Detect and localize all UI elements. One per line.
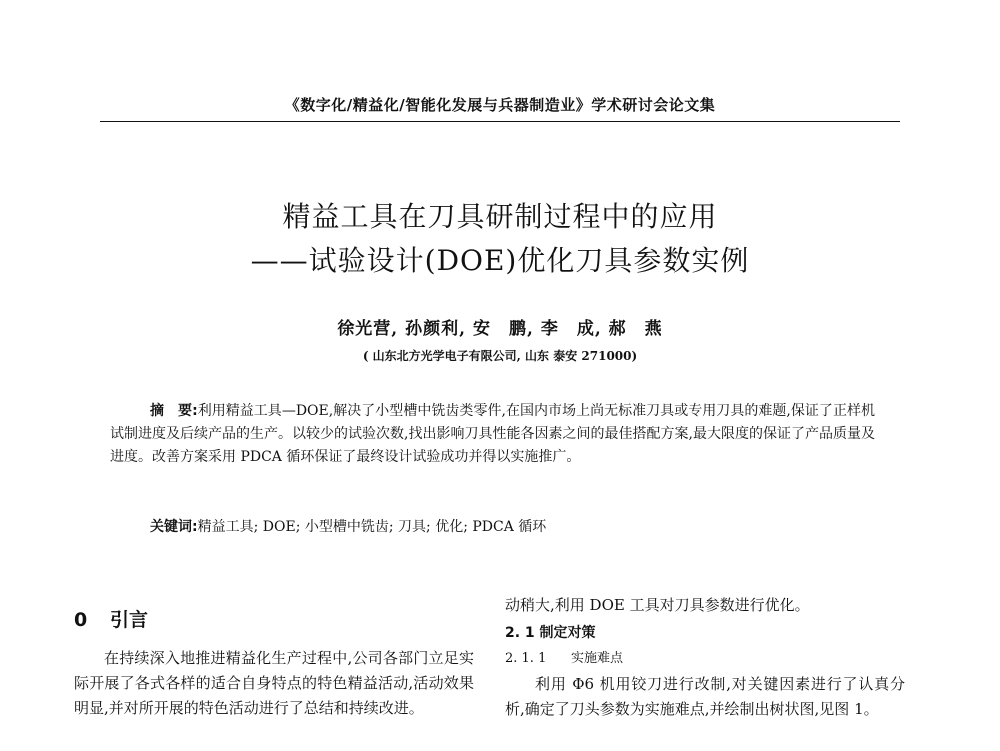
- title-line-1: 精益工具在刀具研制过程中的应用: [282, 200, 718, 233]
- keywords: [150, 516, 880, 536]
- section-number: 0: [74, 609, 88, 631]
- continued-text-line: 动稍大,利用 DOE 工具对刀具参数进行优化。: [505, 596, 810, 614]
- right-column-paragraph: 利用 Φ6 机用铰刀进行改制,对关键因素进行了认真分析,确定了刀头参数为实施难点,并绘制出树状图,见图 1。: [505, 675, 905, 718]
- section-heading-introduction: [74, 605, 474, 632]
- subsubsection-number: 2. 1. 1: [505, 651, 547, 666]
- abstract-text: 利用精益工具—DOE,解决了小型槽中铣齿类零件,在国内市场上尚无标准刀具或专用刀具的难题,保证了正样机试制进度及后续产品的生产。以较少的试验次数,找出影响刀具性能各因素之间的最佳搭配方案,最大限度的保证了产品质量及进度。改善方案采用 PDCA 循环保证了最终设计试验成功并得以实施推广。: [110, 403, 875, 465]
- introduction-paragraph: 在持续深入地推进精益化生产过程中,公司各部门立足实际开展了各式各样的适合自身特点的特色精益活动,活动效果明显,并对所开展的特色活动进行了总结和持续改进。: [74, 649, 474, 717]
- paper-title: [0, 195, 1000, 283]
- right-column: [505, 593, 905, 722]
- section-title: 引言: [110, 609, 149, 631]
- title-line-2: ——试验设计(DOE)优化刀具参数实例: [250, 244, 750, 277]
- proceedings-header: 《数字化/精益化/智能化发展与兵器制造业》学术研讨会论文集: [284, 96, 716, 114]
- abstract-label: 摘 要:: [150, 403, 198, 419]
- keywords-label: 关键词:: [150, 519, 198, 535]
- abstract: [110, 400, 875, 469]
- authors: 徐光营, 孙颜利, 安 鹏, 李 成, 郝 燕: [337, 319, 663, 339]
- subsubsection-heading: [505, 646, 905, 672]
- left-column: [74, 605, 474, 721]
- header-rule: [100, 121, 900, 122]
- keywords-text: 精益工具; DOE; 小型槽中铣齿; 刀具; 优化; PDCA 循环: [197, 519, 547, 535]
- subsubsection-title: 实施难点: [571, 651, 624, 666]
- affiliation: ( 山东北方光学电子有限公司, 山东 泰安 271000): [362, 349, 638, 363]
- subsection-heading: 2. 1 制定对策: [505, 625, 596, 641]
